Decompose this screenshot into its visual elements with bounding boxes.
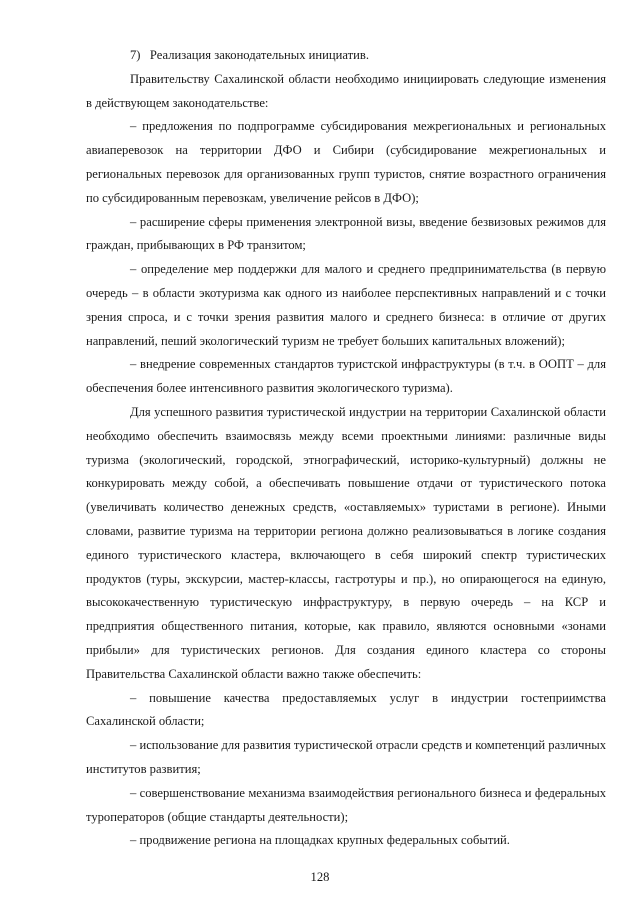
list-item-cooperation: – совершенствование механизма взаимодействия регионального бизнеса и федеральных туроператоров (общие стандарты деятельности); — [86, 785, 606, 824]
list-item-institutions: – использование для развития туристической отрасли средств и компетенций различных институтов развития; — [86, 738, 606, 776]
paragraph-intro: Правительству Сахалинской области необходимо инициировать следующие изменения в действующем законодательстве: — [86, 71, 606, 110]
section-heading: 7) Реализация законодательных инициатив. — [130, 48, 369, 62]
list-item-subsidies: – предложения по подпрограмме субсидирования межрегиональных и региональных авиаперевозок на территории ДФО и Сибири (субсидирование межрегиональных и региональных перевозок для организованных групп туристов, снятие возрастного ограничения по субсидированным перевозкам, увеличение рейсов в ДФО); — [86, 119, 606, 205]
list-item-promotion: – продвижение региона на площадках крупных федеральных событий. — [130, 833, 510, 848]
list-item-sme-support: – определение мер поддержки для малого и среднего предпринимательства (в первую очередь – в области экотуризма как одного из наиболее перспективных направлений и с точки зрения спроса, и с точки зрения развития малого и среднего бизнеса: в отличие от других направлений, пеший экологический туризм не требует больших капитальных вложений); — [86, 262, 606, 348]
paragraph-cluster: Для успешного развития туристической индустрии на территории Сахалинской области необходимо обеспечить взаимосвязь между всеми проектными линиями: различные виды туризма (экологический, городской, этнографический, историко-культурный) должны не конкурировать между собой, а обеспечивать повышение отдачи от туристического потока (увеличивать количество денежных средств, «оставляемых» туристами в регионе). Иными словами, развитие туризма на территории региона должно реализовываться в логике создания единого туристического кластера, включающего в себя широкий спектр туристических продуктов (туры, экскурсии, мастер-классы, гастротуры и пр.), но опирающегося на единую, высококачественную туристическую инфраструктуру, в первую очередь – на КСР и предприятия общественного питания, которые, как правило, являются основными «зонами прибыли» для туристических регионов. Для создания единого кластера со стороны Правительства Сахалинской области важно также обеспечить: — [86, 404, 606, 681]
page-number: 128 — [310, 870, 330, 884]
list-item-standards: – внедрение современных стандартов туристской инфраструктуры (в т.ч. в ООПТ – для обеспечения более интенсивного развития экологического туризма). — [86, 357, 606, 396]
list-item-visa: – расширение сферы применения электронной визы, введение безвизовых режимов для граждан, прибывающих в РФ транзитом; — [86, 214, 606, 253]
list-item-quality: – повышение качества предоставляемых услуг в индустрии гостеприимства Сахалинской области; — [86, 690, 606, 729]
